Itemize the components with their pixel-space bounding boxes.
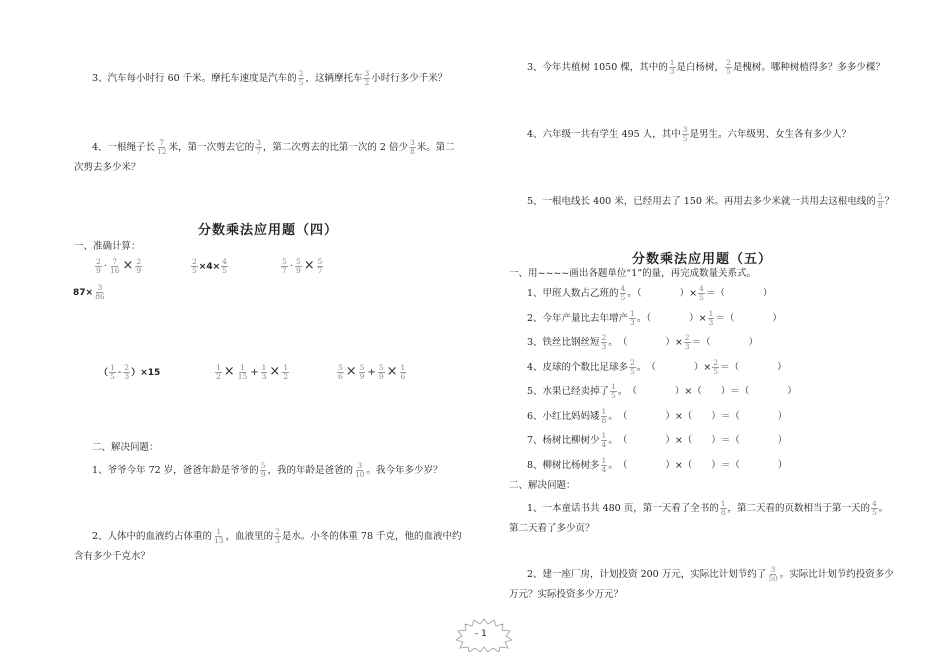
fraction: $\frac{2}{3}$ [601, 333, 607, 351]
relation-item: 1、甲班人数占乙班的 $\frac{4}{5}$ 。（ ）× $\frac{4}{5}$ ＝（ ） [527, 284, 773, 302]
relation-item: 4、皮球的个数比足球多 $\frac{2}{5}$ 。 （ ）× $\frac{2}{5}$ ＝（ ） [527, 358, 787, 376]
calc-expression-4: 87× $\frac{3}{86}$ [73, 283, 105, 301]
fraction: $\frac{1}{5}$ [611, 382, 616, 400]
fraction: $\frac{4}{5}$ [620, 284, 626, 302]
fraction: $\frac{4}{5}$ [699, 284, 704, 302]
relation-item: 7、杨树比柳树少 $\frac{1}{4}$ 。 （ ）×（ ）＝（ ） [527, 431, 788, 449]
relation-item: 8、柳树比杨树多 $\frac{1}{4}$ 。 （ ）×（ ）＝（ ） [527, 456, 788, 474]
fraction: $\frac{7}{12}$ [157, 138, 167, 156]
fraction: $\frac{2}{5}$ [713, 358, 719, 376]
fraction: $\frac{3}{8}$ [409, 138, 415, 156]
right-problem-2-line2: 万元？实际投资多少万元？ [509, 589, 624, 600]
page-number: - 1 [475, 629, 487, 639]
calc-expression-3: $\frac{5}{7}$ · $\frac{5}{9}$ × $\frac{5}{7}$ [282, 257, 323, 275]
calc-expression-6: $\frac{1}{2}$ × $\frac{1}{15}$ + $\frac{1}{3}$ × $\frac{1}{2}$ [216, 363, 289, 381]
fraction: $\frac{2}{5}$ [630, 358, 635, 376]
calc-expression-2: $\frac{2}{5}$ ×4× $\frac{4}{5}$ [192, 257, 227, 275]
left-section-solve-heading: 二、解决问题： [92, 442, 159, 453]
calc-expression-5: （ $\frac{1}{5}$ - $\frac{2}{3}$ ）×15 [99, 363, 161, 381]
fraction: $\frac{2}{5}$ [298, 69, 304, 87]
left-problem-2: 2、人体中的血液约占体重的 $\frac{1}{13}$ ，血液里的 $\frac{2}{3}$ 是水。小冬的体重 78 千克，他的血液中约 [92, 527, 462, 545]
right-question-4: 4、六年级一共有学生 495 人，其中 $\frac{3}{5}$ 是男生。六年级男、女生各有多少人？ [527, 125, 852, 143]
right-problem-2: 2、建一座厂房，计划投资 200 万元，实际比计划节约了 $\frac{3}{50}$ 。实际比计划节约投资多少 [527, 565, 894, 583]
section-title-4: 分数乘法应用题（四） [198, 223, 339, 238]
left-question-3: 3、汽车每小时行 60 千米。摩托车速度是汽车的 $\frac{2}{5}$ ，这辆摩托车 $\frac{3}{2}$ 小时行多少千米？ [92, 69, 448, 87]
right-problem-1: 1、一本童话书共 480 页，第一天看了全书的 $\frac{1}{8}$ ，第二天看的页数相当于第一天的 $\frac{4}{5}$ 。 [527, 499, 889, 517]
calc-expression-7: $\frac{5}{6}$ × $\frac{5}{9}$ + $\frac{5}{9}$ × $\frac{1}{6}$ [338, 363, 406, 381]
fraction: $\frac{1}{3}$ [708, 309, 714, 327]
relation-item: 2、今年产量比去年增产 $\frac{1}{3}$ 。（ ）× $\frac{1}{3}$ ＝（ ） [527, 309, 782, 327]
relation-item: 3、铁丝比钢丝短 $\frac{2}{3}$ 。 （ ）× $\frac{2}{3}$ ＝（ ） [527, 333, 759, 351]
right-problem-1-line2: 第二天看了多少页？ [509, 523, 595, 534]
left-question-4-line2: 次剪去多少米？ [74, 162, 141, 173]
right-section-solve-heading: 二、解决问题： [509, 480, 576, 491]
calc-expression-1: $\frac{2}{9}$ · $\frac{7}{16}$ × $\frac{2}{9}$ [96, 257, 142, 275]
page-number-badge [455, 618, 513, 652]
fraction: $\frac{1}{8}$ [601, 407, 607, 425]
relation-item: 6、小红比妈妈矮 $\frac{1}{8}$ 。 （ ）×（ ）＝（ ） [527, 407, 788, 425]
right-section-relation-heading: 一、用~~~~画出各题单位“1”的量，再完成数量关系式。 [509, 268, 757, 279]
section-title-5: 分数乘法应用题（五） [632, 252, 773, 267]
left-question-4: 4、一根绳子长 $\frac{7}{12}$ 米，第一次剪去它的 $\frac{3}{7}$ ，第二次剪去的比第一次的 2 倍少 $\frac{3}{8}$ 米。第二 [92, 138, 455, 156]
fraction: $\frac{1}{3}$ [630, 309, 635, 327]
fraction: $\frac{2}{3}$ [684, 333, 690, 351]
left-problem-1: 1、爷爷今年 72 岁，爸爸年龄是爷爷的 $\frac{5}{9}$ ，我的年龄是爸爸的 $\frac{3}{10}$ 。我今年多少岁？ [92, 461, 443, 479]
fraction: $\frac{3}{2}$ [364, 69, 370, 87]
right-question-5: 5、一根电线长 400 米，已经用去了 150 米。再用去多少米就一共用去这根电线的 $\frac{5}{8}$ ？ [527, 192, 895, 210]
left-section-calc-heading: 一、准确计算： [74, 241, 141, 252]
left-problem-2-line2: 含有多少千克水？ [74, 551, 151, 562]
fraction: $\frac{3}{7}$ [256, 138, 261, 156]
right-question-3: 3、今年共植树 1050 棵，其中的 $\frac{1}{3}$ 是白杨树， $\frac{2}{5}$ 是槐树。哪种树植得多？多多少棵？ [527, 58, 885, 76]
fraction: $\frac{1}{4}$ [601, 456, 607, 474]
fraction: $\frac{1}{4}$ [601, 431, 607, 449]
relation-item: 5、水果已经卖掉了 $\frac{1}{5}$ 。 （ ）×（ ）＝（ ） [527, 382, 797, 400]
